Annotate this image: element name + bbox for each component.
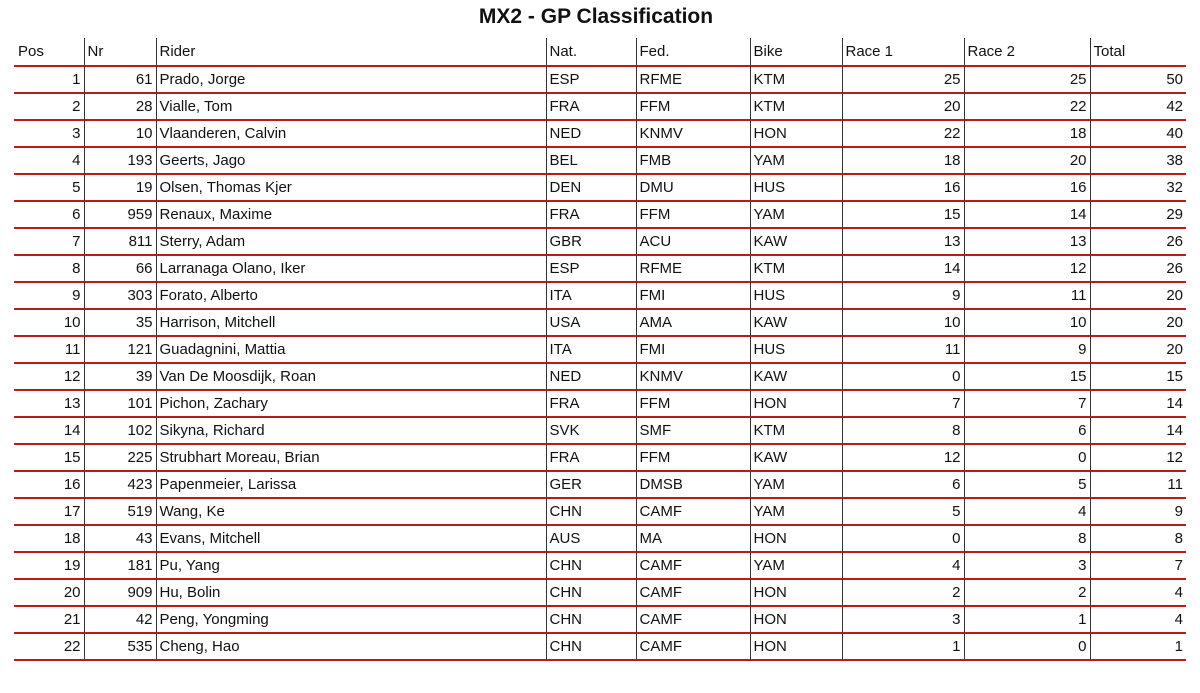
nr-cell: 121: [84, 336, 156, 363]
race-2-cell: 6: [964, 417, 1090, 444]
nr-cell: 19: [84, 174, 156, 201]
fed-cell: KNMV: [636, 120, 750, 147]
rider-cell: Geerts, Jago: [156, 147, 546, 174]
fed-cell: FMB: [636, 147, 750, 174]
race-2-cell: 25: [964, 66, 1090, 93]
fed-cell: CAMF: [636, 579, 750, 606]
nr-cell: 193: [84, 147, 156, 174]
total-cell: 20: [1090, 336, 1186, 363]
nat-cell: FRA: [546, 93, 636, 120]
nat-cell: ITA: [546, 282, 636, 309]
race-1-cell: 4: [842, 552, 964, 579]
table-row: [14, 309, 1186, 336]
fed-cell: RFME: [636, 66, 750, 93]
table-row: [14, 255, 1186, 282]
pos-cell: 16: [14, 471, 84, 498]
race-1-cell: 3: [842, 606, 964, 633]
rider-cell: Sikyna, Richard: [156, 417, 546, 444]
column-header-race-1: Race 1: [842, 38, 964, 66]
table-row: [14, 93, 1186, 120]
nr-cell: 61: [84, 66, 156, 93]
table-row: [14, 363, 1186, 390]
table-row: [14, 525, 1186, 552]
race-1-cell: 25: [842, 66, 964, 93]
nat-cell: CHN: [546, 633, 636, 660]
pos-cell: 7: [14, 228, 84, 255]
nr-cell: 519: [84, 498, 156, 525]
column-header-nat: Nat.: [546, 38, 636, 66]
bike-cell: YAM: [750, 471, 842, 498]
total-cell: 4: [1090, 606, 1186, 633]
pos-cell: 10: [14, 309, 84, 336]
nr-cell: 909: [84, 579, 156, 606]
race-2-cell: 16: [964, 174, 1090, 201]
race-1-cell: 0: [842, 525, 964, 552]
nr-cell: 811: [84, 228, 156, 255]
total-cell: 8: [1090, 525, 1186, 552]
pos-cell: 12: [14, 363, 84, 390]
rider-cell: Forato, Alberto: [156, 282, 546, 309]
race-2-cell: 12: [964, 255, 1090, 282]
rider-cell: Guadagnini, Mattia: [156, 336, 546, 363]
race-1-cell: 6: [842, 471, 964, 498]
fed-cell: CAMF: [636, 498, 750, 525]
race-1-cell: 22: [842, 120, 964, 147]
table-header: [14, 38, 1186, 66]
table-row: [14, 66, 1186, 93]
nr-cell: 42: [84, 606, 156, 633]
nr-cell: 39: [84, 363, 156, 390]
fed-cell: AMA: [636, 309, 750, 336]
pos-cell: 8: [14, 255, 84, 282]
fed-cell: CAMF: [636, 633, 750, 660]
pos-cell: 21: [14, 606, 84, 633]
bike-cell: HON: [750, 579, 842, 606]
nat-cell: CHN: [546, 552, 636, 579]
bike-cell: YAM: [750, 552, 842, 579]
fed-cell: CAMF: [636, 606, 750, 633]
race-1-cell: 5: [842, 498, 964, 525]
nat-cell: FRA: [546, 390, 636, 417]
pos-cell: 14: [14, 417, 84, 444]
rider-cell: Strubhart Moreau, Brian: [156, 444, 546, 471]
total-cell: 9: [1090, 498, 1186, 525]
rider-cell: Hu, Bolin: [156, 579, 546, 606]
rider-cell: Sterry, Adam: [156, 228, 546, 255]
rider-cell: Pichon, Zachary: [156, 390, 546, 417]
table-row: [14, 606, 1186, 633]
pos-cell: 20: [14, 579, 84, 606]
nat-cell: BEL: [546, 147, 636, 174]
pos-cell: 17: [14, 498, 84, 525]
race-2-cell: 11: [964, 282, 1090, 309]
nat-cell: NED: [546, 120, 636, 147]
nr-cell: 101: [84, 390, 156, 417]
nat-cell: NED: [546, 363, 636, 390]
table-row: [14, 201, 1186, 228]
fed-cell: RFME: [636, 255, 750, 282]
fed-cell: DMSB: [636, 471, 750, 498]
nr-cell: 66: [84, 255, 156, 282]
nat-cell: GBR: [546, 228, 636, 255]
bike-cell: KTM: [750, 93, 842, 120]
total-cell: 42: [1090, 93, 1186, 120]
fed-cell: FMI: [636, 282, 750, 309]
fed-cell: FFM: [636, 201, 750, 228]
fed-cell: FFM: [636, 444, 750, 471]
nat-cell: GER: [546, 471, 636, 498]
race-2-cell: 14: [964, 201, 1090, 228]
fed-cell: SMF: [636, 417, 750, 444]
race-1-cell: 15: [842, 201, 964, 228]
table-row: [14, 147, 1186, 174]
nr-cell: 28: [84, 93, 156, 120]
race-2-cell: 20: [964, 147, 1090, 174]
race-1-cell: 10: [842, 309, 964, 336]
total-cell: 11: [1090, 471, 1186, 498]
rider-cell: Larranaga Olano, Iker: [156, 255, 546, 282]
race-1-cell: 7: [842, 390, 964, 417]
race-1-cell: 20: [842, 93, 964, 120]
race-2-cell: 10: [964, 309, 1090, 336]
nr-cell: 423: [84, 471, 156, 498]
race-1-cell: 13: [842, 228, 964, 255]
column-header-bike: Bike: [750, 38, 842, 66]
fed-cell: FFM: [636, 93, 750, 120]
race-2-cell: 3: [964, 552, 1090, 579]
rider-cell: Wang, Ke: [156, 498, 546, 525]
pos-cell: 9: [14, 282, 84, 309]
total-cell: 7: [1090, 552, 1186, 579]
nat-cell: ESP: [546, 66, 636, 93]
race-2-cell: 13: [964, 228, 1090, 255]
fed-cell: KNMV: [636, 363, 750, 390]
total-cell: 38: [1090, 147, 1186, 174]
rider-cell: Cheng, Hao: [156, 633, 546, 660]
table-row: [14, 228, 1186, 255]
table-row: [14, 498, 1186, 525]
race-2-cell: 9: [964, 336, 1090, 363]
bike-cell: HON: [750, 525, 842, 552]
race-2-cell: 1: [964, 606, 1090, 633]
nat-cell: AUS: [546, 525, 636, 552]
table-row: [14, 471, 1186, 498]
column-header-fed: Fed.: [636, 38, 750, 66]
bike-cell: HON: [750, 633, 842, 660]
race-2-cell: 15: [964, 363, 1090, 390]
table-row: [14, 444, 1186, 471]
classification-table: [14, 38, 1186, 661]
pos-cell: 15: [14, 444, 84, 471]
rider-cell: Pu, Yang: [156, 552, 546, 579]
column-header-total: Total: [1090, 38, 1186, 66]
pos-cell: 18: [14, 525, 84, 552]
rider-cell: Papenmeier, Larissa: [156, 471, 546, 498]
race-2-cell: 7: [964, 390, 1090, 417]
race-1-cell: 12: [842, 444, 964, 471]
bike-cell: KTM: [750, 255, 842, 282]
race-1-cell: 18: [842, 147, 964, 174]
nr-cell: 225: [84, 444, 156, 471]
pos-cell: 13: [14, 390, 84, 417]
rider-cell: Van De Moosdijk, Roan: [156, 363, 546, 390]
nr-cell: 102: [84, 417, 156, 444]
nat-cell: DEN: [546, 174, 636, 201]
nr-cell: 181: [84, 552, 156, 579]
race-1-cell: 14: [842, 255, 964, 282]
bike-cell: HON: [750, 606, 842, 633]
total-cell: 20: [1090, 282, 1186, 309]
pos-cell: 3: [14, 120, 84, 147]
race-1-cell: 16: [842, 174, 964, 201]
race-2-cell: 22: [964, 93, 1090, 120]
total-cell: 26: [1090, 255, 1186, 282]
total-cell: 32: [1090, 174, 1186, 201]
total-cell: 14: [1090, 390, 1186, 417]
table-row: [14, 282, 1186, 309]
table-row: [14, 120, 1186, 147]
fed-cell: ACU: [636, 228, 750, 255]
column-header-nr: Nr: [84, 38, 156, 66]
fed-cell: FFM: [636, 390, 750, 417]
bike-cell: HON: [750, 120, 842, 147]
nr-cell: 303: [84, 282, 156, 309]
nat-cell: CHN: [546, 606, 636, 633]
bike-cell: HON: [750, 390, 842, 417]
race-2-cell: 5: [964, 471, 1090, 498]
total-cell: 4: [1090, 579, 1186, 606]
race-1-cell: 8: [842, 417, 964, 444]
race-1-cell: 11: [842, 336, 964, 363]
header-row: [14, 38, 1186, 66]
race-2-cell: 8: [964, 525, 1090, 552]
race-1-cell: 2: [842, 579, 964, 606]
rider-cell: Vialle, Tom: [156, 93, 546, 120]
total-cell: 50: [1090, 66, 1186, 93]
nr-cell: 35: [84, 309, 156, 336]
nr-cell: 10: [84, 120, 156, 147]
table-row: [14, 390, 1186, 417]
pos-cell: 11: [14, 336, 84, 363]
total-cell: 29: [1090, 201, 1186, 228]
race-2-cell: 2: [964, 579, 1090, 606]
pos-cell: 19: [14, 552, 84, 579]
pos-cell: 2: [14, 93, 84, 120]
nat-cell: CHN: [546, 498, 636, 525]
nat-cell: FRA: [546, 201, 636, 228]
race-2-cell: 0: [964, 444, 1090, 471]
table-body: [14, 66, 1186, 660]
bike-cell: HUS: [750, 282, 842, 309]
bike-cell: KTM: [750, 66, 842, 93]
race-1-cell: 0: [842, 363, 964, 390]
column-header-race-2: Race 2: [964, 38, 1090, 66]
rider-cell: Prado, Jorge: [156, 66, 546, 93]
total-cell: 12: [1090, 444, 1186, 471]
nat-cell: ITA: [546, 336, 636, 363]
race-1-cell: 9: [842, 282, 964, 309]
table-row: [14, 174, 1186, 201]
bike-cell: YAM: [750, 147, 842, 174]
pos-cell: 1: [14, 66, 84, 93]
bike-cell: KTM: [750, 417, 842, 444]
total-cell: 40: [1090, 120, 1186, 147]
fed-cell: DMU: [636, 174, 750, 201]
race-1-cell: 1: [842, 633, 964, 660]
column-header-rider: Rider: [156, 38, 546, 66]
nat-cell: ESP: [546, 255, 636, 282]
nat-cell: FRA: [546, 444, 636, 471]
table-row: [14, 552, 1186, 579]
rider-cell: Evans, Mitchell: [156, 525, 546, 552]
table-row: [14, 633, 1186, 660]
rider-cell: Vlaanderen, Calvin: [156, 120, 546, 147]
race-2-cell: 18: [964, 120, 1090, 147]
nat-cell: CHN: [546, 579, 636, 606]
pos-cell: 22: [14, 633, 84, 660]
bike-cell: KAW: [750, 228, 842, 255]
fed-cell: MA: [636, 525, 750, 552]
fed-cell: FMI: [636, 336, 750, 363]
table-row: [14, 579, 1186, 606]
rider-cell: Olsen, Thomas Kjer: [156, 174, 546, 201]
fed-cell: CAMF: [636, 552, 750, 579]
rider-cell: Renaux, Maxime: [156, 201, 546, 228]
total-cell: 20: [1090, 309, 1186, 336]
total-cell: 15: [1090, 363, 1186, 390]
nat-cell: SVK: [546, 417, 636, 444]
nr-cell: 43: [84, 525, 156, 552]
rider-cell: Peng, Yongming: [156, 606, 546, 633]
column-header-pos: Pos: [14, 38, 84, 66]
page-title: MX2 - GP Classification: [478, 5, 714, 28]
total-cell: 1: [1090, 633, 1186, 660]
bike-cell: HUS: [750, 336, 842, 363]
nr-cell: 959: [84, 201, 156, 228]
rider-cell: Harrison, Mitchell: [156, 309, 546, 336]
race-2-cell: 4: [964, 498, 1090, 525]
bike-cell: YAM: [750, 201, 842, 228]
pos-cell: 5: [14, 174, 84, 201]
nat-cell: USA: [546, 309, 636, 336]
nr-cell: 535: [84, 633, 156, 660]
total-cell: 14: [1090, 417, 1186, 444]
bike-cell: YAM: [750, 498, 842, 525]
bike-cell: KAW: [750, 444, 842, 471]
pos-cell: 6: [14, 201, 84, 228]
pos-cell: 4: [14, 147, 84, 174]
total-cell: 26: [1090, 228, 1186, 255]
table-row: [14, 336, 1186, 363]
race-2-cell: 0: [964, 633, 1090, 660]
bike-cell: KAW: [750, 363, 842, 390]
bike-cell: KAW: [750, 309, 842, 336]
bike-cell: HUS: [750, 174, 842, 201]
table-row: [14, 417, 1186, 444]
